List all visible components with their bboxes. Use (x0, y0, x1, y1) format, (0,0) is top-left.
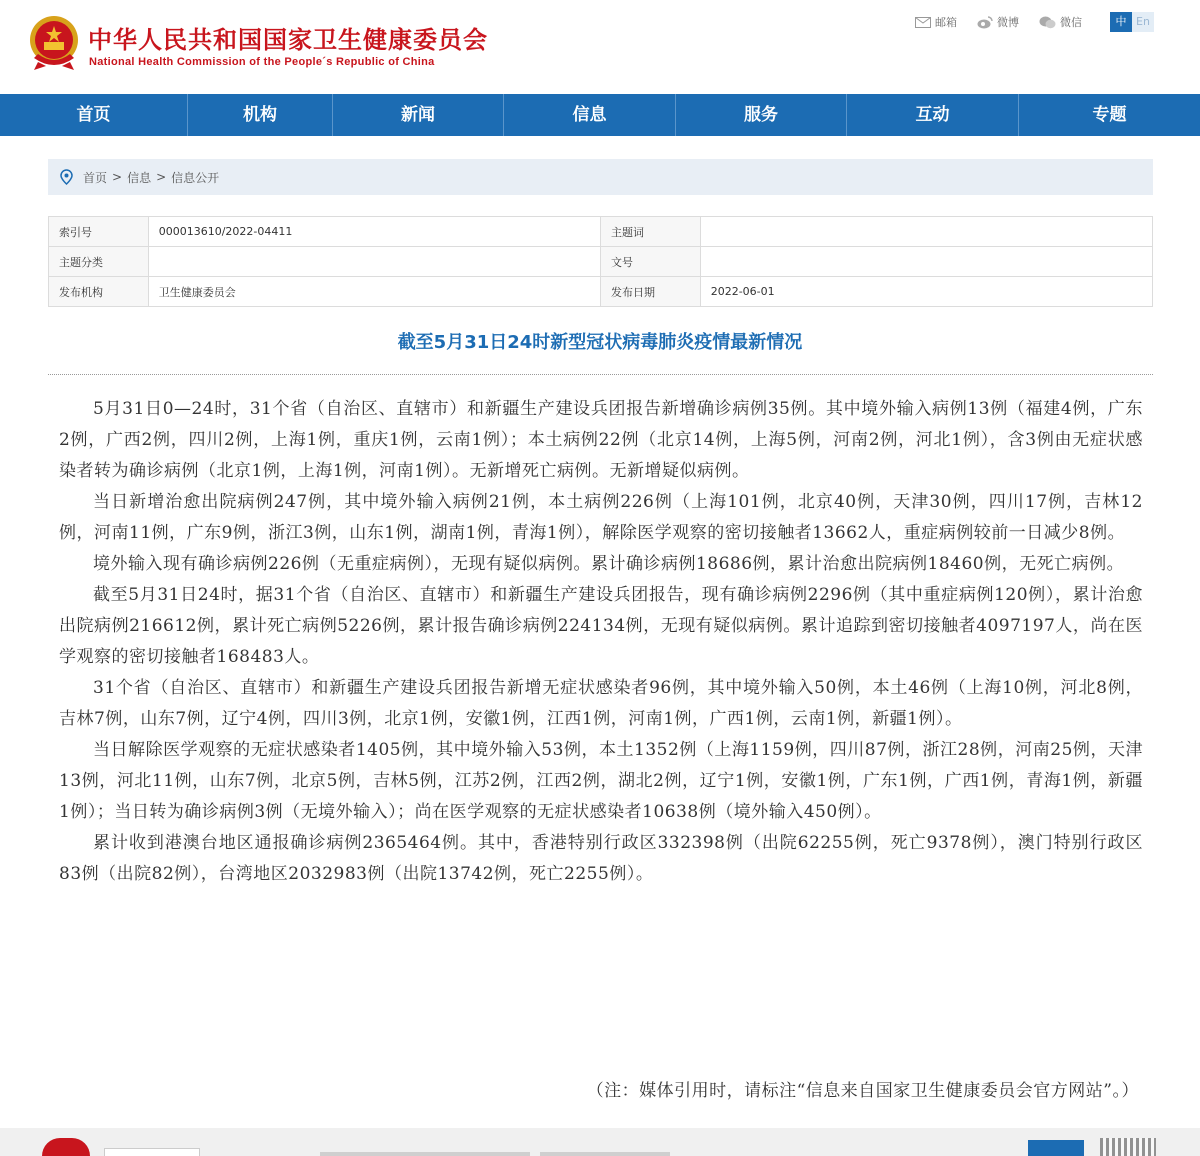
nav-item-topics[interactable]: 专题 (1092, 105, 1127, 125)
nav-item-interaction[interactable]: 互动 (847, 94, 1019, 136)
article-title: 截至5月31日24时新型冠状病毒肺炎疫情最新情况 (397, 332, 803, 353)
mail-icon (915, 17, 931, 28)
index-value: 000013610/2022-04411 (148, 217, 600, 247)
table-row (49, 247, 1153, 277)
nav-item-home[interactable]: 首页 (0, 94, 188, 136)
breadcrumb-information[interactable]: 信息 (127, 170, 152, 185)
top-links (895, 12, 1154, 32)
breadcrumb (48, 159, 1153, 195)
table-row (49, 217, 1153, 247)
publisher-value: 卫生健康委员会 (148, 277, 600, 307)
article-paragraph: 境外输入现有确诊病例226例（无重症病例），无现有疑似病例。累计确诊病例18686例，累计治愈出院病例18460例，无死亡病例。 (93, 554, 1125, 574)
article-paragraph: 31个省（自治区、直辖市）和新疆生产建设兵团报告新增无症状感染者96例，其中境外输入50例，本土46例（上海10例，河北8例，吉林7例，山东7例，辽宁4例，四川3例，北京1例，安徽1例，江西1例，河南1例，广西1例，云南1例，新疆1例）。 (59, 678, 1143, 729)
footer-badge[interactable] (1028, 1140, 1084, 1156)
footer-text-strip (320, 1152, 530, 1156)
document-info-table (48, 216, 1153, 307)
title-divider (48, 374, 1153, 375)
category-value (148, 247, 600, 277)
subject-word-value (700, 217, 1152, 247)
article-paragraph: 当日新增治愈出院病例247例，其中境外输入病例21例，本土病例226例（上海101例，北京40例，天津30例，四川17例，吉林12例，河南11例，广东9例，浙江3例，山东1例，湖南1例，青海1例），解除医学观察的密切接触者13662人，重症病例较前一日减少8例。 (59, 492, 1143, 543)
location-pin-icon (60, 169, 73, 185)
article-paragraph: 截至5月31日24时，据31个省（自治区、直辖市）和新疆生产建设兵团报告，现有确诊病例2296例（其中重症病例120例），累计治愈出院病例216612例，累计死亡病例5226例，累计报告确诊病例224134例，无现有疑似病例。累计追踪到密切接触者4097197人，尚在医学观察的密切接触者168483人。 (59, 585, 1143, 667)
publisher-label: 发布机构 (49, 277, 149, 307)
site-header (0, 0, 1200, 94)
media-citation-note: （注：媒体引用时，请标注“信息来自国家卫生健康委员会官方网站”。） (586, 1081, 1139, 1101)
weibo-icon (977, 16, 993, 29)
nav-item-organization[interactable]: 机构 (188, 94, 333, 136)
lang-zh-button[interactable]: 中 (1110, 12, 1132, 32)
doc-number-value (700, 247, 1152, 277)
qr-code-icon (1100, 1138, 1156, 1156)
weibo-link[interactable] (977, 14, 1019, 30)
breadcrumb-disclosure[interactable]: 信息公开 (171, 170, 220, 185)
publish-date-value: 2022-06-01 (700, 277, 1152, 307)
footer-text-strip (540, 1152, 670, 1156)
breadcrumb-home[interactable]: 首页 (83, 170, 108, 185)
footer-search-box[interactable] (104, 1148, 200, 1156)
wechat-link[interactable] (1039, 14, 1082, 30)
wechat-link-label: 微信 (1060, 16, 1082, 29)
mail-link-label: 邮箱 (935, 16, 957, 29)
mail-link[interactable] (915, 14, 957, 30)
article-paragraph: 5月31日0—24时，31个省（自治区、直辖市）和新疆生产建设兵团报告新增确诊病例35例。其中境外输入病例13例（福建4例，广东2例，广西2例，四川2例，上海1例，重庆1例，云南1例）；本土病例22例（北京14例，上海5例，河南2例，河北1例），含3例由无症状感染者转为确诊病例（北京1例，上海1例，河南1例）。无新增死亡病例。无新增疑似病例。 (59, 399, 1143, 481)
breadcrumb-separator: > (112, 170, 123, 184)
language-switch (1110, 12, 1154, 32)
subject-word-label: 主题词 (600, 217, 700, 247)
table-row (49, 277, 1153, 307)
lang-en-button[interactable]: En (1132, 12, 1154, 32)
article-body (59, 394, 1143, 890)
national-emblem-icon[interactable] (28, 14, 80, 72)
site-subtitle-en: National Health Commission of the People´s Republic of China (89, 56, 435, 68)
article-paragraph: 累计收到港澳台地区通报确诊病例2365464例。其中，香港特别行政区332398例（出院62255例，死亡9378例），澳门特别行政区83例（出院82例），台湾地区2032983例（出院13742例，死亡2255例）。 (59, 833, 1143, 884)
breadcrumb-separator: > (156, 170, 167, 184)
site-title[interactable]: 中华人民共和国国家卫生健康委员会 (88, 26, 488, 54)
nav-item-service[interactable]: 服务 (676, 94, 847, 136)
publish-date-label: 发布日期 (600, 277, 700, 307)
nav-item-information[interactable]: 信息 (504, 94, 676, 136)
nav-item-news[interactable]: 新闻 (333, 94, 504, 136)
weibo-link-label: 微博 (997, 16, 1019, 29)
index-label: 索引号 (49, 217, 149, 247)
article-paragraph: 当日解除医学观察的无症状感染者1405例，其中境外输入53例，本土1352例（上海1159例，四川87例，浙江28例，河南25例，天津13例，河北11例，山东7例，北京5例，吉林5例，江苏2例，江西2例，湖北2例，辽宁1例，安徽1例，广东1例，广西1例，青海1例，新疆1例）；当日转为确诊病例3例（无境外输入）；尚在医学观察的无症状感染者10638例（境外输入450例）。 (59, 740, 1143, 822)
category-label: 主题分类 (49, 247, 149, 277)
site-footer (0, 1128, 1200, 1156)
doc-number-label: 文号 (600, 247, 700, 277)
footer-emblem-icon (42, 1138, 90, 1156)
wechat-icon (1039, 16, 1056, 29)
main-nav (0, 94, 1200, 136)
